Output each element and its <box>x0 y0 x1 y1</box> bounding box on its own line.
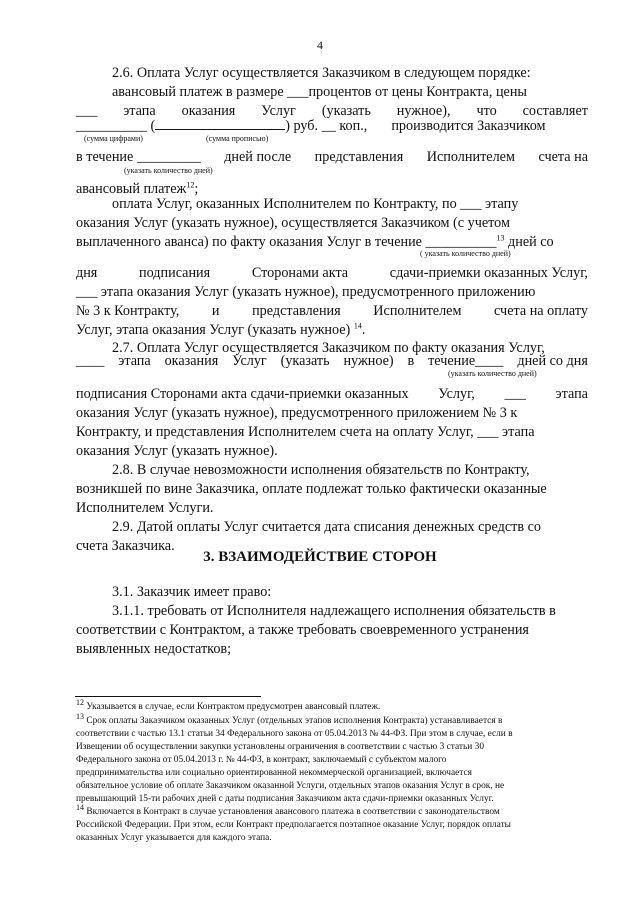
caption-sum-digits: (сумма цифрами) <box>84 134 143 143</box>
clause-2-9-line1: 2.9. Датой оплаты Услуг считается дата списания денежных средств со <box>112 519 541 535</box>
clause-2-6-line8: оказания Услуг (указать нужное), осуществляется Заказчиком (с учетом <box>76 215 510 231</box>
footnote-13-line5: предпринимательства или социально ориентированной некоммерческой организацией, включается <box>76 768 472 778</box>
page-number: 4 <box>317 38 323 52</box>
clause-3-1-1-line2: соответствии с Контрактом, а также требовать своевременного устранения <box>76 622 529 638</box>
caption-days-3: (указать количество дней) <box>448 369 537 378</box>
clause-2-6-line6: авансовый платеж$^{12}$; <box>76 180 199 197</box>
clause-3-1-1-line3: выявленных недостатков; <box>76 641 232 657</box>
footnote-ref-14: 14 <box>353 321 362 331</box>
clause-2-9-line2: счета Заказчика. <box>76 538 175 554</box>
footnote-13-line2: соответствии с частью 13.1 статьи 34 Федерального закона от 05.04.2013 № 44-ФЗ. При этом в случае, если в <box>76 729 513 739</box>
footnote-ref-12: 12 <box>186 180 195 190</box>
footnote-13-line3: Извещении об осуществлении закупки установлены ограничения в соответствии с частью 3 статьи 30 <box>76 742 485 752</box>
footnote-13-line6: обязательное условие об оплате Заказчиком оказанной Услуги, отдельных этапов оказания Услуг в срок, не <box>76 781 505 791</box>
clause-2-7-line2: ____ этапа оказания Услуг (указать нужное) в течение____ дней со дня <box>76 353 588 369</box>
footnote-14-line2: Российской Федерации. При этом, если Контракт предполагается поэтапное оказание Услуг, порядок оплаты <box>76 820 511 830</box>
clause-2-6-line12: № 3 к Контракту, и представления Исполнителем счета на оплату <box>76 303 588 319</box>
footnote-14-line3: оказанных Услуг указывается для каждого этапа. <box>76 833 272 843</box>
caption-days-1: (указать количество дней) <box>124 166 213 175</box>
caption-days-2: ( указать количество дней) <box>420 249 511 258</box>
clause-2-6-line5: в течение _________ дней после представления Исполнителем счета на <box>76 149 588 165</box>
footnote-ref-13: 13 <box>496 233 505 243</box>
footnote-14-line1: $^{14}$ Включается в Контракт в случае установления авансового платежа в соответствии с законодательством <box>76 802 500 817</box>
clause-2-6-line9: выплаченного аванса) по факту оказания Услуг в течение __________$^{13}$ дней со <box>76 233 554 250</box>
footnote-13-line7: превышающий 15-ти рабочих дней с даты подписания Заказчиком акта сдачи-приемки оказанных Услуг. <box>76 794 494 804</box>
clause-2-7-line6: оказания Услуг (указать нужное). <box>76 443 278 459</box>
caption-sum-words: (сумма прописью) <box>206 134 269 143</box>
footnote-separator <box>75 696 261 697</box>
footnote-13-line4: Федерального закона от 05.04.2013 г. № 44-ФЗ, в контракт, заключаемый с субъектом малого <box>76 755 447 765</box>
clause-2-6-line11: ___ этапа оказания Услуг (указать нужное), предусмотренного приложению <box>76 284 536 300</box>
clause-3-1: 3.1. Заказчик имеет право: <box>112 584 272 600</box>
clause-2-8-line2: возникшей по вине Заказчика, оплате подлежат только фактически оказанные <box>76 481 547 497</box>
clause-2-7-line5: Контракту, и представления Исполнителем счета на оплату Услуг, ___ этапа <box>76 424 535 440</box>
clause-2-6-line2: авансовый платеж в размере ___процентов от цены Контракта, цены <box>112 84 527 100</box>
clause-2-7-line4: оказания Услуг (указать нужное), предусмотренного приложением № 3 к <box>76 405 518 421</box>
clause-3-1-1-line1: 3.1.1. требовать от Исполнителя надлежащего исполнения обязательств в <box>112 603 556 619</box>
clause-2-6-line13: Услуг, этапа оказания Услуг (указать нужное) $^{14}$. <box>76 321 366 338</box>
clause-2-8-line1: 2.8. В случае невозможности исполнения обязательств по Контракту, <box>112 462 530 478</box>
sum-words-blank <box>155 117 285 130</box>
clause-2-6-line4: __________ ( ) руб. __ коп., производится Заказчиком <box>76 118 546 134</box>
footnote-13-line1: $^{13}$ Срок оплаты Заказчиком оказанных Услуг (отдельных этапов исполнения Контракта) устанавливается в <box>76 711 503 726</box>
clause-2-7-line3: подписания Сторонами акта сдачи-приемки оказанных Услуг, ___ этапа <box>76 386 588 402</box>
clause-2-6-line3: ___ этапа оказания Услуг (указать нужное), что составляет <box>76 103 588 119</box>
section-3-heading: 3. ВЗАИМОДЕЙСТВИЕ СТОРОН <box>203 549 437 565</box>
clause-2-6-line7: оплата Услуг, оказанных Исполнителем по Контракту, по ___ этапу <box>112 196 519 212</box>
clause-2-8-line3: Исполнителем Услуги. <box>76 500 214 516</box>
clause-2-6-line10: дня подписания Сторонами акта сдачи-приемки оказанных Услуг, <box>76 265 588 281</box>
clause-2-7-line1: 2.7. Оплата Услуг осуществляется Заказчиком по факту оказания Услуг, <box>112 340 545 356</box>
footnote-12: $^{12}$ Указывается в случае, если Контрактом предусмотрен авансовый платеж. <box>76 697 381 712</box>
clause-2-6-line1: 2.6. Оплата Услуг осуществляется Заказчиком в следующем порядке: <box>112 65 531 81</box>
